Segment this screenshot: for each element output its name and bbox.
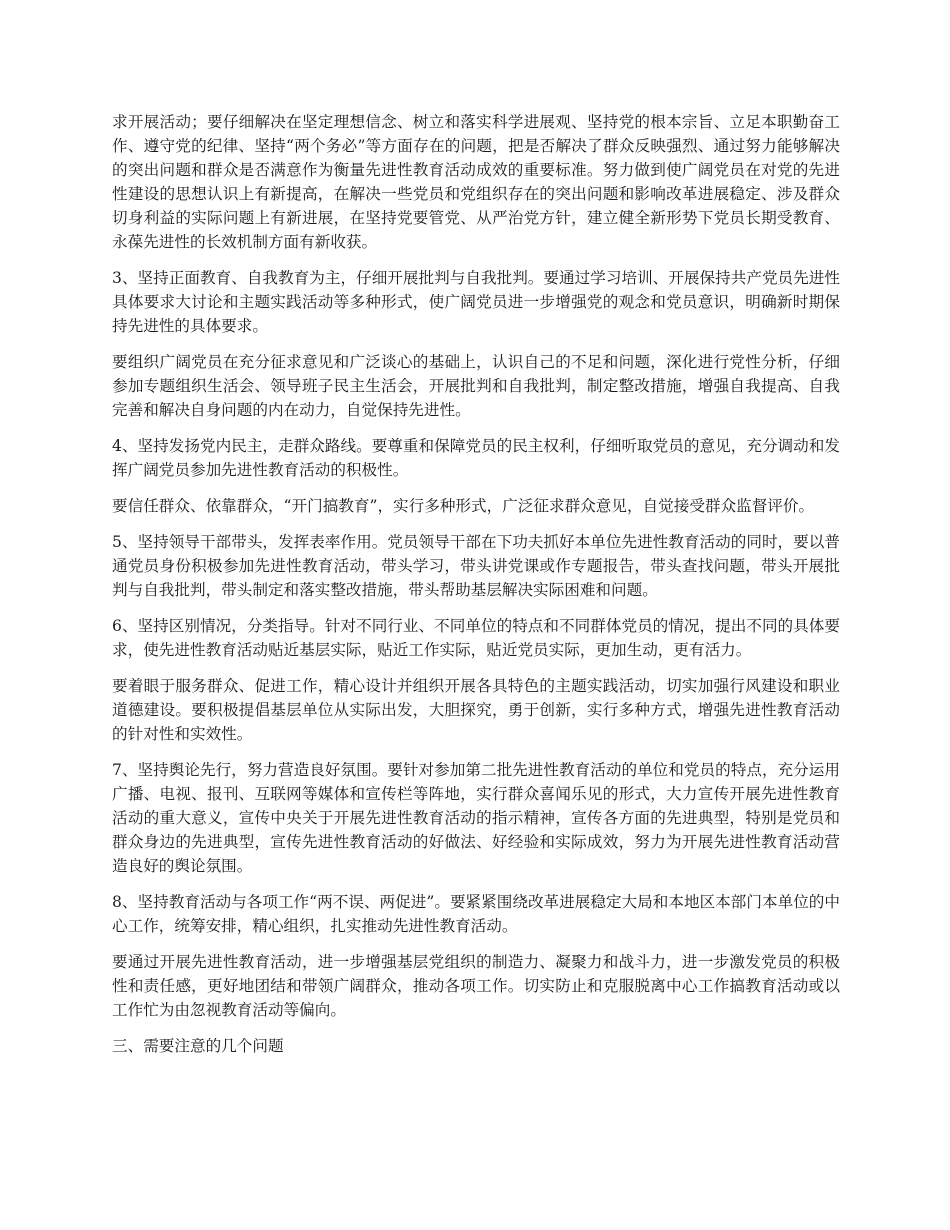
section-heading-3: 三、需要注意的几个问题 xyxy=(112,1037,284,1055)
paragraph-item-6-detail: 要着眼于服务群众、促进工作，精心设计并组织开展各具特色的主题实践活动，切实加强行风建设和职业道德建设。要积极提倡基层单位从实际出发，大胆探究，勇于创新，实行多种方式，增强先进性教育活动的针对性和实效性。 xyxy=(112,677,840,743)
paragraph-item-4: 4、坚持发扬党内民主，走群众路线。要尊重和保障党员的民主权利，仔细听取党员的意见，充分调动和发挥广阔党员参加先进性教育活动的积极性。 xyxy=(112,437,840,479)
paragraph-item-3: 3、坚持正面教育、自我教育为主，仔细开展批判与自我批判。要通过学习培训、开展保持共产党员先进性具体要求大讨论和主题实践活动等多种形式，使广阔党员进一步增强党的观念和党员意识，明确新时期保持先进性的具体要求。 xyxy=(112,269,840,335)
document-body xyxy=(112,110,840,1070)
paragraph-item-5: 5、坚持领导干部带头，发挥表率作用。党员领导干部在下功夫抓好本单位先进性教育活动的同时，要以普通党员身份积极参加先进性教育活动，带头学习，带头讲党课或作专题报告，带头查找问题，带头开展批判与自我批判，带头制定和落实整改措施，带头帮助基层解决实际困难和问题。 xyxy=(112,533,840,599)
paragraph-item-6: 6、坚持区别情况，分类指导。针对不同行业、不同单位的特点和不同群体党员的情况，提出不同的具体要求，使先进性教育活动贴近基层实际，贴近工作实际，贴近党员实际，更加生动，更有活力。 xyxy=(112,617,840,659)
paragraph-item-8: 8、坚持教育活动与各项工作“两不误、两促进”。要紧紧围绕改革进展稳定大局和本地区本部门本单位的中心工作，统筹安排，精心组织，扎实推动先进性教育活动。 xyxy=(112,893,840,935)
paragraph-intro-continuation: 求开展活动；要仔细解决在坚定理想信念、树立和落实科学进展观、坚持党的根本宗旨、立足本职勤奋工作、遵守党的纪律、坚持“两个务必”等方面存在的问题，把是否解决了群众反映强烈、通过努力能够解决的突出问题和群众是否满意作为衡量先进性教育活动成效的重要标准。努力做到使广阔党员在对党的先进性建设的思想认识上有新提高，在解决一些党员和党组织存在的突出问题和影响改革进展稳定、涉及群众切身利益的实际问题上有新进展，在坚持党要管党、从严治党方针，建立健全新形势下党员长期受教育、永葆先进性的长效机制方面有新收获。 xyxy=(112,113,840,251)
paragraph-item-4-detail: 要信任群众、依靠群众，“开门搞教育”，实行多种形式，广泛征求群众意见，自觉接受群众监督评价。 xyxy=(112,497,815,515)
paragraph-item-8-detail: 要通过开展先进性教育活动，进一步增强基层党组织的制造力、凝聚力和战斗力，进一步激发党员的积极性和责任感，更好地团结和带领广阔群众，推动各项工作。切实防止和克服脱离中心工作搞教育活动或以工作忙为由忽视教育活动等偏向。 xyxy=(112,953,840,1019)
paragraph-item-3-detail: 要组织广阔党员在充分征求意见和广泛谈心的基础上，认识自己的不足和问题，深化进行党性分析，仔细参加专题组织生活会、领导班子民主生活会，开展批判和自我批判，制定整改措施，增强自我提高、自我完善和解决自身问题的内在动力，自觉保持先进性。 xyxy=(112,353,840,419)
paragraph-item-7: 7、坚持舆论先行，努力营造良好氛围。要针对参加第二批先进性教育活动的单位和党员的特点，充分运用广播、电视、报刊、互联网等媒体和宣传栏等阵地，实行群众喜闻乐见的形式，大力宣传开展先进性教育活动的重大意义，宣传中央关于开展先进性教育活动的指示精神，宣传各方面的先进典型，特别是党员和群众身边的先进典型，宣传先进性教育活动的好做法、好经验和实际成效，努力为开展先进性教育活动营造良好的舆论氛围。 xyxy=(112,761,840,875)
